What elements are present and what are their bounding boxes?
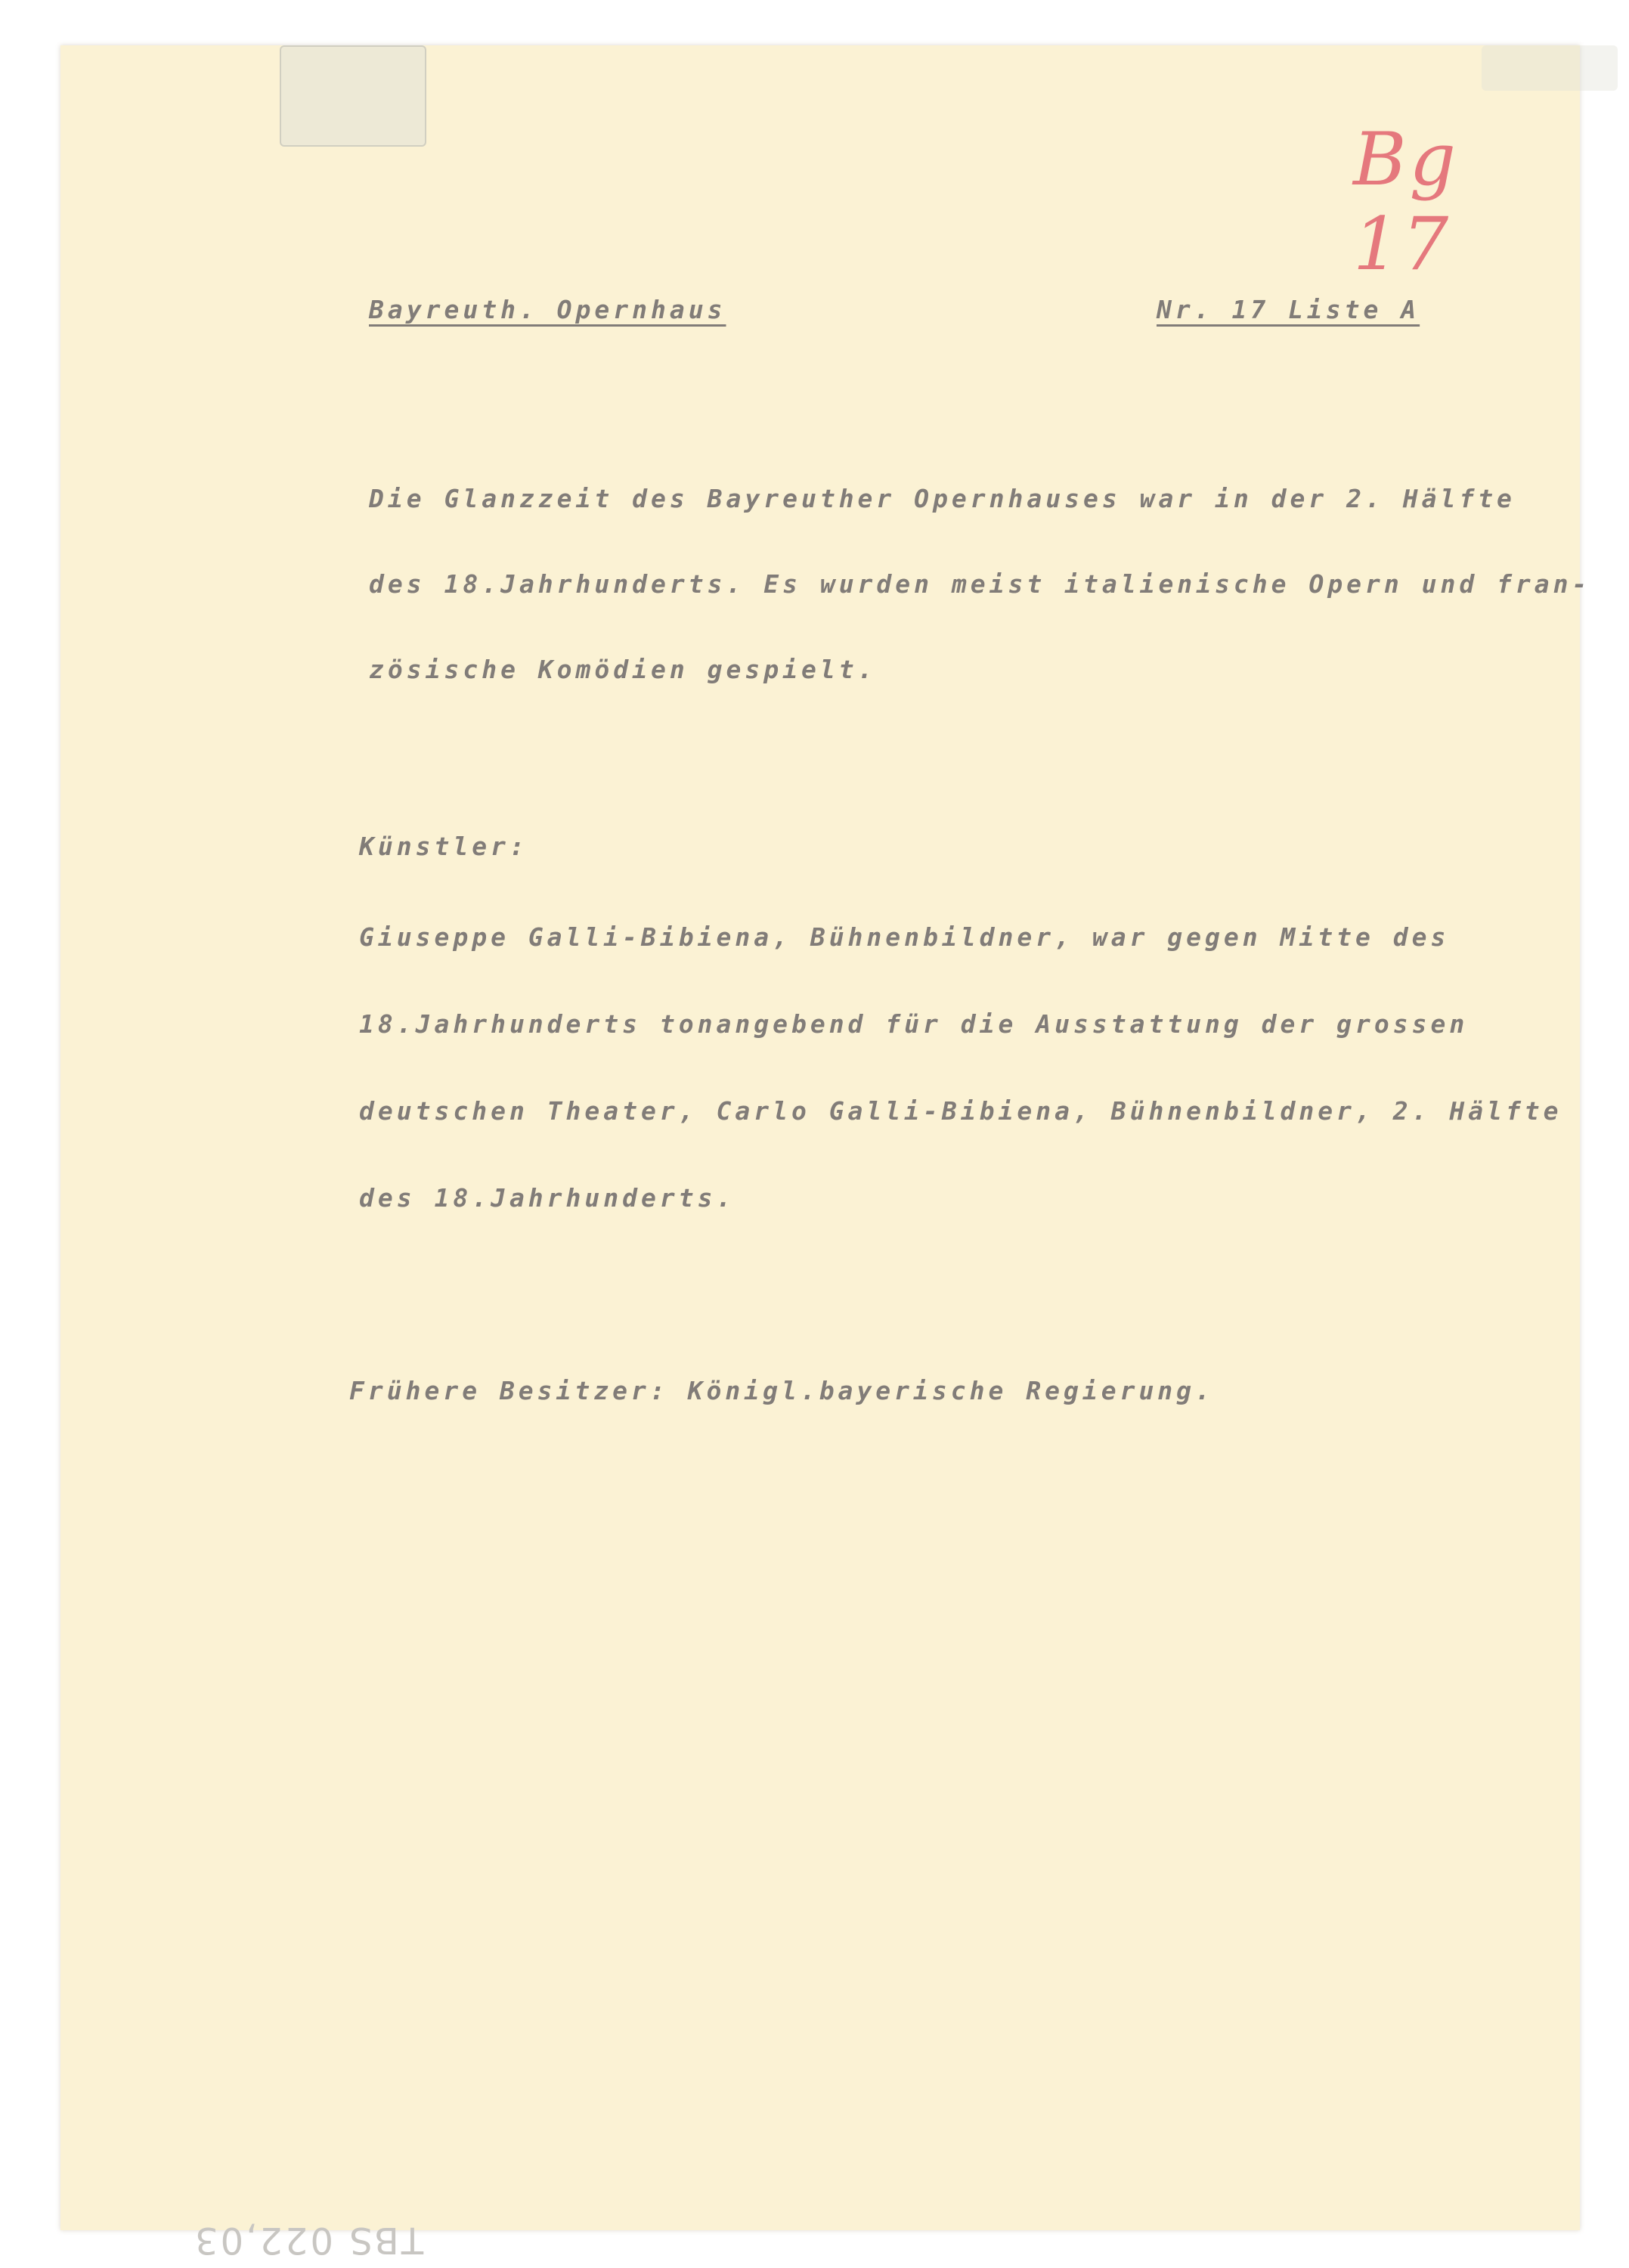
pencil-archive-note: TBS 022,03 — [193, 2219, 424, 2261]
adhesive-tape-right — [1482, 45, 1618, 91]
document-page — [60, 45, 1591, 2261]
paragraph2-line2: 18.Jahrhunderts tonangebend für die Ausstattung der grossen — [359, 1009, 1469, 1039]
paragraph2-line3: deutschen Theater, Carlo Galli-Bibiena, Bühnenbildner, 2. Hälfte — [359, 1096, 1562, 1126]
paragraph2-line1: Giuseppe Galli-Bibiena, Bühnenbildner, war gegen Mitte des — [359, 922, 1450, 952]
handwritten-reference: Bg 17 — [1353, 117, 1459, 287]
artists-heading: Künstler: — [359, 832, 528, 861]
header-list-number: Nr. 17 Liste A — [1157, 295, 1420, 324]
paragraph1-line1: Die Glanzzeit des Bayreuther Opernhauses war in der 2. Hälfte — [369, 484, 1516, 513]
paragraph1-line3: zösische Komödien gespielt. — [369, 655, 877, 684]
header-location: Bayreuth. Opernhaus — [369, 295, 726, 324]
adhesive-tape — [280, 45, 426, 147]
previous-owner: Frühere Besitzer: Königl.bayerische Regierung. — [349, 1376, 1214, 1405]
paragraph1-line2: des 18.Jahrhunderts. Es wurden meist italienische Opern und fran- — [369, 569, 1591, 599]
paragraph2-line4: des 18.Jahrhunderts. — [359, 1183, 736, 1213]
